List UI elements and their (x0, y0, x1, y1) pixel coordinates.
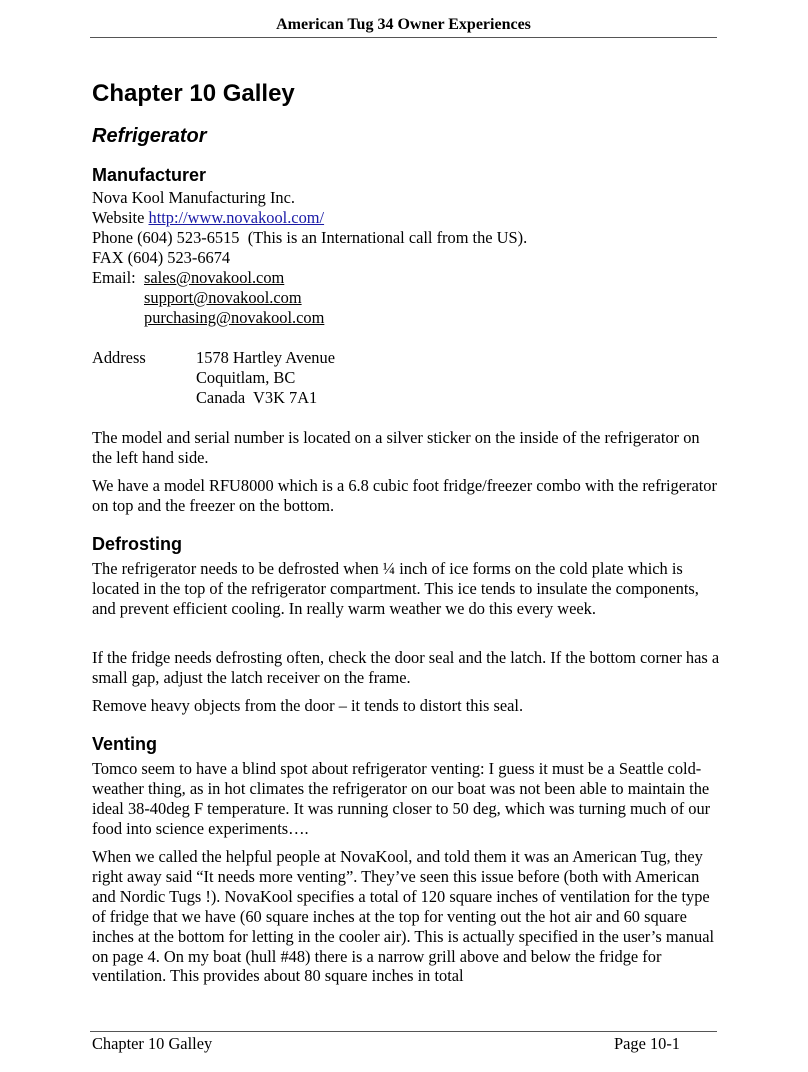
email-purchasing-link[interactable]: purchasing@novakool.com (144, 308, 325, 327)
running-header-title: American Tug 34 Owner Experiences (276, 16, 531, 33)
venting-paragraph: When we called the helpful people at NovaKool, and told them it was an American Tug, they right away said “It needs more venting”. They’ve seen this issue before (both with American and Nordic Tugs !). NovaKool specifies a total of 120 square inches of ventilation for the type of fridge that we have (60 square inches at the top for venting out the hot air and 60 square inches at the bottom for letting in the cooler air). This is actually specified in the user’s manual on page 4. On my boat (hull #48) there is a narrow grill above and below the fridge for ventilation. This provides about 80 square inches in total (92, 847, 715, 986)
website-label: Website (92, 208, 145, 227)
website-line (92, 208, 324, 228)
footer-divider (90, 1031, 717, 1032)
address-line: Coquitlam, BC (196, 368, 296, 387)
defrosting-heading: Defrosting (92, 534, 182, 554)
manufacturer-name: Nova Kool Manufacturing Inc. (92, 188, 296, 207)
model-description-paragraph: We have a model RFU8000 which is a 6.8 cubic foot fridge/freezer combo with the refrigerator on top and the freezer on the bottom. (92, 476, 717, 515)
header-divider (90, 37, 717, 38)
email-support-link[interactable]: support@novakool.com (144, 288, 302, 307)
address-line: Canada V3K 7A1 (196, 388, 318, 407)
phone-line: Phone (604) 523-6515 (This is an International call from the US). (92, 228, 528, 247)
footer-chapter-label: Chapter 10 Galley (92, 1034, 213, 1053)
fax-line: FAX (604) 523-6674 (92, 248, 231, 267)
model-location-paragraph: The model and serial number is located on a silver sticker on the inside of the refrigerator on the left hand side. (92, 428, 700, 467)
address-line: 1578 Hartley Avenue (196, 348, 335, 367)
footer-page-number: Page 10-1 (613, 1034, 680, 1053)
chapter-title: Chapter 10 Galley (92, 80, 295, 107)
website-link[interactable]: http://www.novakool.com/ (148, 208, 325, 227)
section-title: Refrigerator (92, 125, 207, 147)
defrosting-paragraph: The refrigerator needs to be defrosted when ¼ inch of ice forms on the cold plate which is located in the top of the refrigerator compartment. This ice tends to insulate the components, and prevent efficient cooling. In really warm weather we do this every week. (92, 559, 699, 618)
defrosting-paragraph: Remove heavy objects from the door – it tends to distort this seal. (92, 696, 524, 715)
venting-heading: Venting (92, 734, 158, 754)
defrosting-paragraph: If the fridge needs defrosting often, check the door seal and the latch. If the bottom corner has a small gap, adjust the latch receiver on the frame. (92, 648, 720, 687)
venting-paragraph: Tomco seem to have a blind spot about refrigerator venting: I guess it must be a Seattle cold-weather thing, as in hot climates the refrigerator on our boat was not been able to maintain the ideal 38-40deg F temperature. It was running closer to 50 deg, which was turning much of our food into science experiments…. (92, 759, 711, 838)
address-label: Address (92, 348, 146, 367)
email-sales-link[interactable]: sales@novakool.com (144, 268, 285, 287)
manufacturer-heading: Manufacturer (92, 165, 207, 185)
email-label: Email: (92, 268, 136, 287)
